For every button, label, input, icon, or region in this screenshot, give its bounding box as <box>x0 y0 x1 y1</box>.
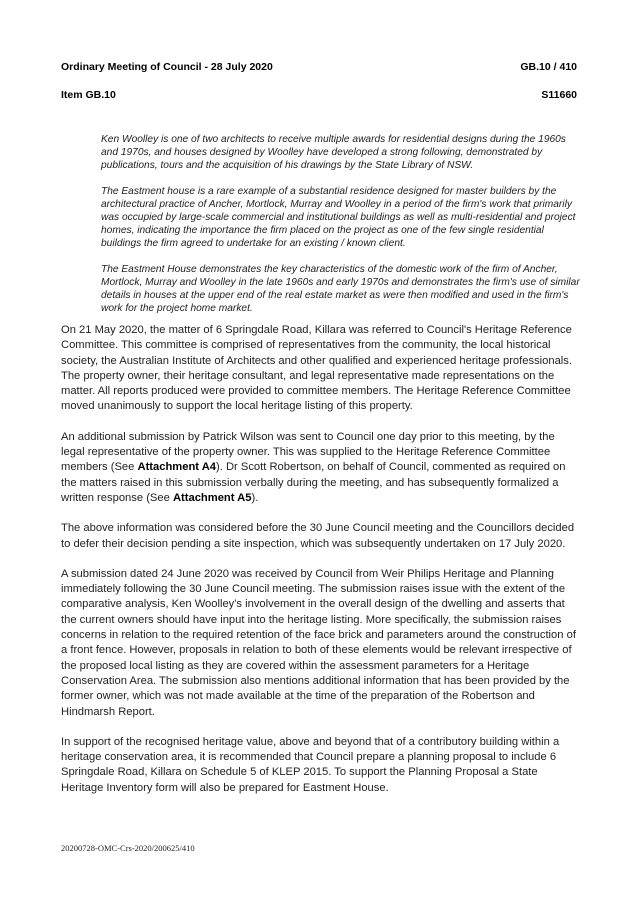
file-reference: S11660 <box>541 89 577 101</box>
page-reference: GB.10 / 410 <box>520 61 577 73</box>
header-row-meeting <box>61 61 577 73</box>
body-paragraph: A submission dated 24 June 2020 was received by Council from Weir Philips Heritage and Planning immediately following the 30 June Council meeting. The submission raises issue with the extent of the comparative analysis, Ken Woolley's involvement in the overall design of the dwelling and asserts that the current owners should have input into the heritage listing. More specifically, the submission raises concerns in relation to the required retention of the face brick and parameters around the construction of a front fence. However, proposals in relation to both of these elements would be relevant irrespective of the proposed local listing as they are covered within the assessment parameters for a Heritage Conservation Area. The submission also mentions additional information that has been provided by the former owner, which was not made available at the time of the preparation of the Robertson and Hindmarsh Report. <box>61 567 576 718</box>
body-paragraph: On 21 May 2020, the matter of 6 Springdale Road, Killara was referred to Council's Heritage Reference Committee. This committee is comprised of representatives from the community, the local historical society, the Australian Institute of Architects and other qualified and experienced heritage professionals. The property owner, their heritage consultant, and legal representative made representations on the matter. All reports produced were provided to committee members. The Heritage Reference Committee moved unanimously to support the local heritage listing of this property. <box>61 324 572 413</box>
quoted-statement-block <box>101 133 581 328</box>
attachment-a5-link[interactable]: Attachment A5 <box>172 491 252 504</box>
document-footer-reference: 20200728-OMC-Crs-2020/200625/410 <box>61 843 195 853</box>
quote-paragraph: The Eastment House demonstrates the key characteristics of the domestic work of the firm of Ancher, Mortlock, Murray and Woolley in the late 1960s and early 1970s and demonstrates the firm's use of similar details in houses at the upper end of the real estate market as were then modified and used in the firm's work for the project home market. <box>101 264 580 314</box>
body-paragraph <box>61 430 581 506</box>
body-paragraph: In support of the recognised heritage value, above and beyond that of a contributory building within a heritage conservation area, it is recommended that Council prepare a planning proposal to include 6 Springdale Road, Killara on Schedule 5 of KLEP 2015. To support the Planning Proposal a State Heritage Inventory form will also be prepared for Eastment House. <box>61 735 560 794</box>
meeting-title: Ordinary Meeting of Council - 28 July 2020 <box>61 61 273 73</box>
body-paragraph: The above information was considered before the 30 June Council meeting and the Councillors decided to defer their decision pending a site inspection, which was subsequently undertaken on 17 July 2020. <box>61 522 575 550</box>
text-run: An additional submission by Patrick Wilson was sent to Council one day prior to this meeting, by the legal representative of the property owner. This was supplied to the Heritage Reference Committee members (See <box>61 430 555 474</box>
text-run: ). Dr Scott Robertson, on behalf of Council, commented as required on the matters raised in this submission verbally during the meeting, and has subsequently formalized a written response (See <box>61 461 566 504</box>
item-label: Item GB.10 <box>61 89 116 101</box>
attachment-a4-link[interactable]: Attachment A4 <box>137 461 217 474</box>
quote-paragraph: Ken Woolley is one of two architects to receive multiple awards for residential designs during the 1960s and 1970s, and houses designed by Woolley have developed a strong following, demonstrated by publications, tours and the acquisition of his drawings by the State Library of NSW. <box>101 134 566 171</box>
text-run: ). <box>251 491 259 504</box>
quote-paragraph: The Eastment house is a rare example of a substantial residence designed for master builders by the architectural practice of Ancher, Mortlock, Murray and Woolley in a period of the firm's work that primarily was occupied by large-scale commercial and institutional buildings as well as multi-residential and project homes, indicating the importance the firm placed on the project as one of the few single residential buildings the firm agreed to undertake for an existing / known client. <box>101 186 576 249</box>
header-row-item <box>61 89 577 101</box>
report-body <box>61 323 581 811</box>
